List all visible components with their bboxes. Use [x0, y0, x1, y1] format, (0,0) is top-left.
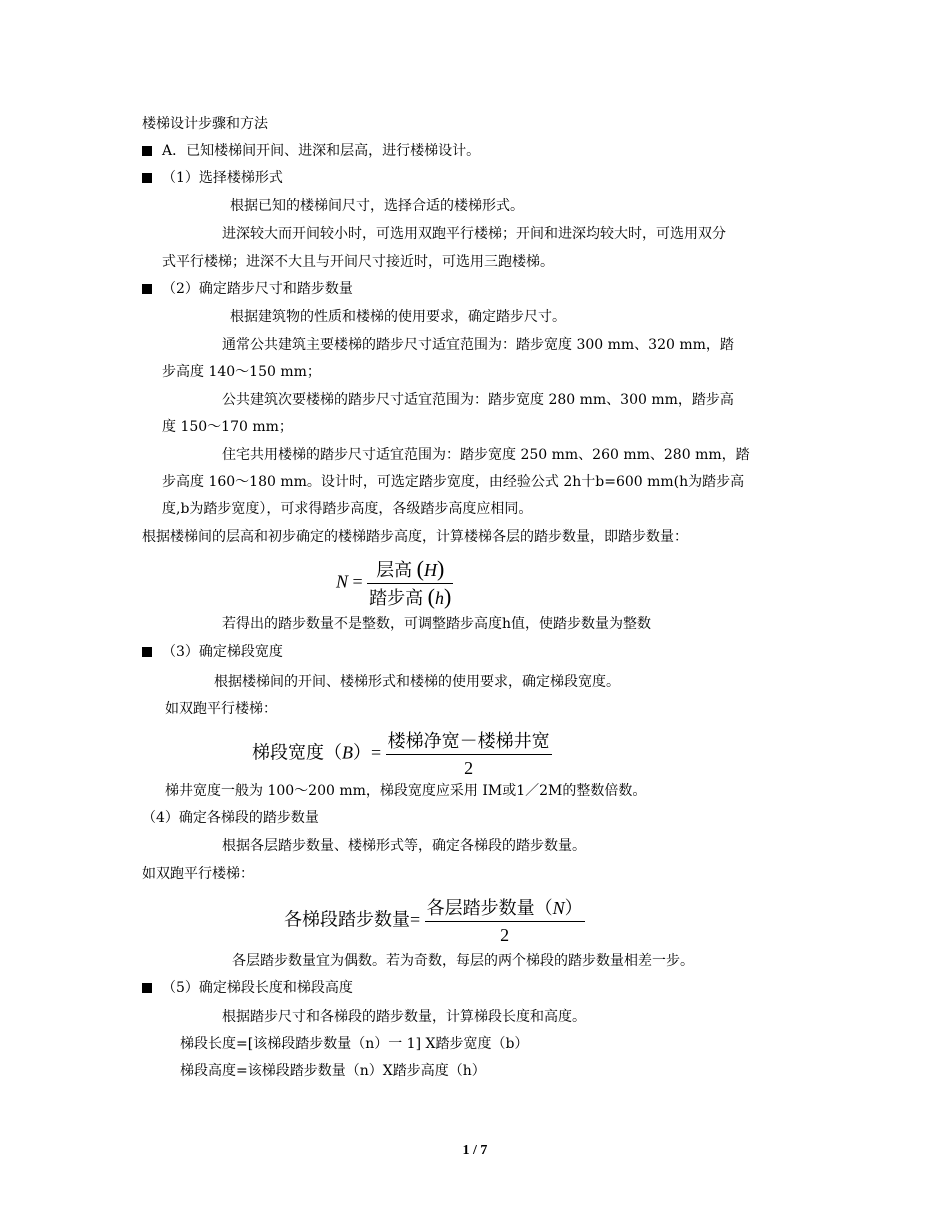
formula-step-count	[336, 556, 453, 611]
section-a	[142, 141, 480, 161]
paragraph: 梯井宽度一般为 100～200 mm，梯段宽度应采用 IM或1／2M的整数倍数。	[165, 783, 647, 799]
formula-lhs: 各梯段踏步数量=	[284, 909, 421, 930]
paragraph: 住宅共用楼梯的踏步尺寸适宜范围为：踏步宽度 250 mm、260 mm、280 mm，踏	[222, 447, 750, 463]
paragraph: 梯段长度=[该梯段踏步数量（n）一 1] X踏步宽度（b）	[180, 1036, 529, 1052]
paragraph: 根据各层踏步数量、楼梯形式等，确定各梯段的踏步数量。	[222, 838, 586, 854]
formula-flight-width	[252, 728, 552, 781]
formula-numerator-text: 各层踏步数量（	[426, 898, 553, 918]
paragraph: 梯段高度=该梯段踏步数量（n）X踏步高度（h）	[180, 1063, 486, 1079]
formula-symbol: H	[424, 560, 437, 580]
paragraph: 根据已知的楼梯间尺寸，选择合适的楼梯形式。	[230, 198, 524, 214]
formula-fraction	[367, 556, 453, 611]
formula-numerator	[425, 895, 585, 921]
formula-denominator: 踏步高 (h)	[369, 584, 452, 609]
bullet-square-icon	[142, 173, 152, 183]
formula-denominator-text: 踏步高	[369, 588, 424, 608]
formula-fraction	[425, 895, 585, 948]
formula-numerator-text: 层高	[376, 560, 413, 580]
formula-fraction	[386, 728, 552, 781]
paragraph: 步高度 140～150 mm；	[162, 364, 321, 380]
bullet-square-icon	[142, 647, 152, 657]
paragraph: 根据踏步尺寸和各梯段的踏步数量，计算梯段长度和高度。	[222, 1009, 586, 1025]
paragraph: 根据建筑物的性质和楼梯的使用要求，确定踏步尺寸。	[230, 309, 566, 325]
heading-step-4: （4）确定各梯段的踏步数量	[142, 810, 319, 826]
heading-step-2-text: （2）确定踏步尺寸和踏步数量	[162, 281, 353, 297]
heading-step-2	[142, 279, 353, 299]
paragraph: 各层踏步数量宜为偶数。若为奇数，每层的两个梯段的踏步数量相差一步。	[232, 953, 694, 969]
paragraph: 通常公共建筑主要楼梯的踏步尺寸适宜范围为：踏步宽度 300 mm、320 mm，踏	[222, 337, 734, 353]
formula-numerator-close: ）	[564, 898, 583, 918]
formula-flight-steps	[284, 895, 585, 948]
section-a-text: A．已知楼梯间开间、进深和层高，进行楼梯设计。	[162, 143, 481, 159]
bullet-square-icon	[142, 146, 152, 156]
formula-symbol: N	[552, 898, 565, 918]
paragraph: 步高度 160～180 mm。设计时，可选定踏步宽度，由经验公式 2h十b=600 mm(h为踏步高	[162, 474, 745, 490]
paragraph: 根据楼梯间的层高和初步确定的楼梯踏步高度，计算楼梯各层的踏步数量，即踏步数量：	[142, 529, 688, 545]
formula-numerator: 楼梯净宽－楼梯井宽	[387, 731, 550, 751]
paragraph: 度,b为踏步宽度），可求得踏步高度，各级踏步高度应相同。	[162, 501, 533, 517]
paragraph: 如双跑平行楼梯：	[165, 701, 277, 717]
paragraph: 若得出的踏步数量不是整数，可调整踏步高度h值，使踏步数量为整数	[222, 616, 652, 632]
formula-lhs: 梯段宽度（	[252, 742, 342, 763]
heading-step-3-text: （3）确定梯段宽度	[162, 644, 283, 660]
bullet-square-icon	[142, 983, 152, 993]
heading-step-1	[142, 168, 283, 188]
paragraph: 如双跑平行楼梯：	[142, 866, 254, 882]
paragraph: 公共建筑次要楼梯的踏步尺寸适宜范围为：踏步宽度 280 mm、300 mm，踏步高	[222, 392, 734, 408]
paragraph: 根据楼梯间的开间、楼梯形式和楼梯的使用要求，确定梯段宽度。	[214, 674, 620, 690]
formula-denominator: 2	[386, 754, 552, 781]
formula-denominator: 2	[425, 921, 585, 948]
formula-symbol: h	[435, 588, 444, 608]
bullet-square-icon	[142, 284, 152, 294]
heading-step-5-text: （5）确定梯段长度和梯段高度	[162, 980, 353, 996]
heading-step-3	[142, 642, 283, 662]
heading-step-1-text: （1）选择楼梯形式	[162, 170, 283, 186]
formula-operator: ）=	[353, 742, 382, 763]
page-number: 1 / 7	[462, 1143, 488, 1158]
paragraph: 度 150～170 mm；	[162, 419, 293, 435]
paragraph: 式平行楼梯；进深不大且与开间尺寸接近时，可选用三跑楼梯。	[162, 254, 554, 270]
formula-symbol: N	[336, 571, 349, 592]
formula-operator: =	[352, 571, 363, 592]
heading-step-5	[142, 978, 353, 998]
formula-numerator: 层高 (H)	[376, 556, 445, 581]
page-title: 楼梯设计步骤和方法	[142, 116, 268, 132]
formula-symbol: B	[342, 742, 353, 763]
paragraph: 进深较大而开间较小时，可选用双跑平行楼梯；开间和进深均较大时，可选用双分	[222, 226, 726, 242]
